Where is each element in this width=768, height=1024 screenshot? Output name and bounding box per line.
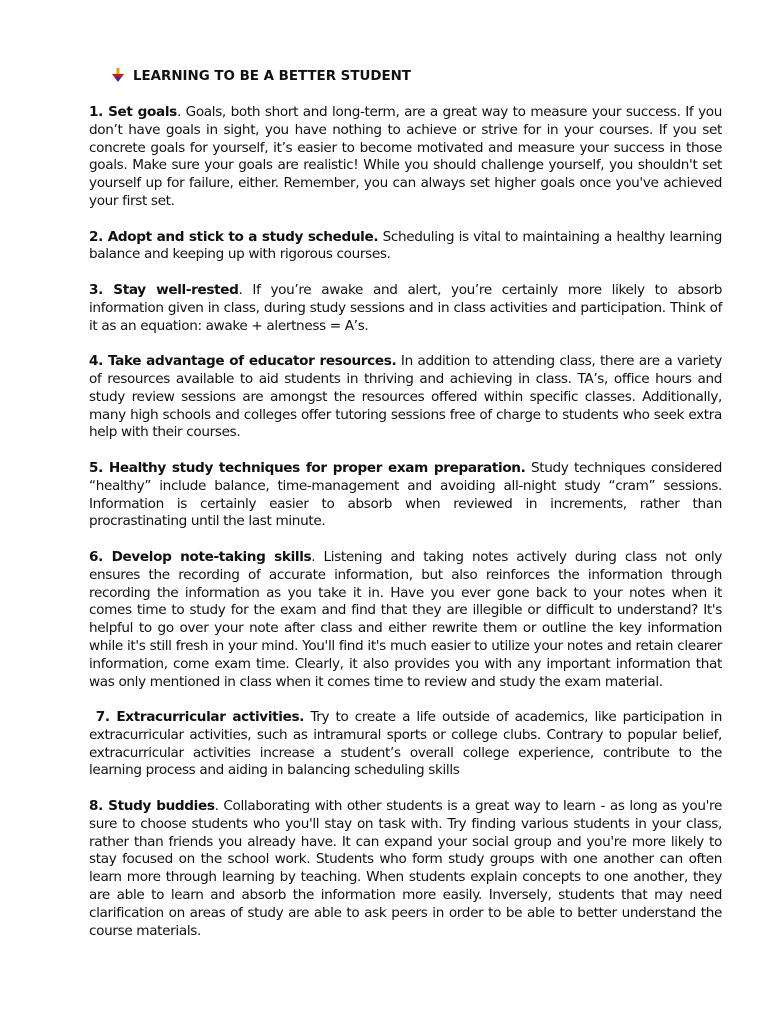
- item-title: 4. Take advantage of educator resources.: [89, 353, 397, 370]
- list-item-set-goals: [89, 104, 722, 211]
- item-title: 5. Healthy study techniques for proper exam preparation.: [89, 459, 526, 476]
- item-title: 3. Stay well-rested: [89, 281, 239, 298]
- item-title: 6. Develop note-taking skills: [89, 548, 312, 565]
- list-item-educator-resources: [89, 353, 722, 442]
- item-title: 8. Study buddies: [89, 798, 215, 815]
- item-body: Study techniques considered “healthy” include balance, time-management and avoiding all-night study “cram” sessions. Information is certainly easier to absorb when reviewed in increments, rather than procrastinating until the last minute.: [89, 459, 722, 530]
- item-title: 1. Set goals: [89, 104, 177, 120]
- item-title: 7. Extracurricular activities.: [95, 709, 305, 726]
- list-item-study-buddies: [89, 798, 722, 940]
- arrow-bullet-icon: [111, 68, 125, 84]
- list-item-well-rested: [89, 282, 722, 335]
- heading-row: [111, 66, 722, 86]
- list-item-study-schedule: [89, 229, 722, 265]
- item-body: . Goals, both short and long-term, are a great way to measure your success. If you don’t have goals in sight, you have nothing to achieve or strive for in your courses. If you set concrete goals for yourself, it’s easier to become motivated and measure your success in those goals. Make sure your goals are realistic! While you should challenge yourself, you shouldn't set yourself up for failure, either. Remember, you can always set higher goals once you've achieved your first set.: [89, 104, 723, 209]
- item-body: Try to create a life outside of academics, like participation in extracurricular activities, such as intramural sports or college clubs. Contrary to popular belief, extracurricular activities increase a student’s overall college experience, contribute to the learning process and aiding in balancing scheduling skills: [89, 709, 723, 779]
- list-item-extracurricular: [89, 709, 722, 780]
- list-item-note-taking: [89, 549, 722, 691]
- item-body: In addition to attending class, there are a variety of resources available to aid students in thriving and achieving in class. TA’s, office hours and study review sessions are amongst the resources offered within specific classes. Additionally, many high schools and colleges offer tutoring sessions free of charge to students who seek extra help with their courses.: [89, 353, 722, 441]
- item-body: . Listening and taking notes actively during class not only ensures the recording of accurate information, but also reinforces the information through recording the information as you take it in. Have you ever gone back to your notes when it comes time to study for the exam and find that they are illegible or difficult to understand? It's helpful to go over your note after class and either rewrite them or outline the key information while it's still fresh in your mind. You'll find it's much easier to utilize your notes and retain clearer information, come exam time. Clearly, it also provides you with any important information that was only mentioned in class when it comes time to review and study the exam material.: [89, 548, 722, 690]
- list-item-study-techniques: [89, 460, 722, 531]
- page-title: LEARNING TO BE A BETTER STUDENT: [133, 68, 411, 84]
- item-body: . If you’re awake and alert, you’re certainly more likely to absorb information given in class, during study sessions and in class activities and participation. Think of it as an equation: awake + alertness = A’s.: [89, 281, 722, 334]
- item-body: . Collaborating with other students is a great way to learn - as long as you're sure to choose students who you'll stay on task with. Try finding various students in your class, rather than friends you already have. It can expand your social group and you're more likely to stay focused on the school work. Students who form study groups with one another can often learn more through learning by teaching. When students explain concepts to one another, they are able to learn and absorb the information more easily. Inversely, students that may need clarification on areas of study are able to ask peers in order to be able to better understand the course materials.: [89, 798, 722, 939]
- document-page: [89, 66, 722, 958]
- item-body: Scheduling is vital to maintaining a healthy learning balance and keeping up with rigorous courses.: [89, 228, 722, 263]
- item-title: 2. Adopt and stick to a study schedule.: [89, 228, 379, 245]
